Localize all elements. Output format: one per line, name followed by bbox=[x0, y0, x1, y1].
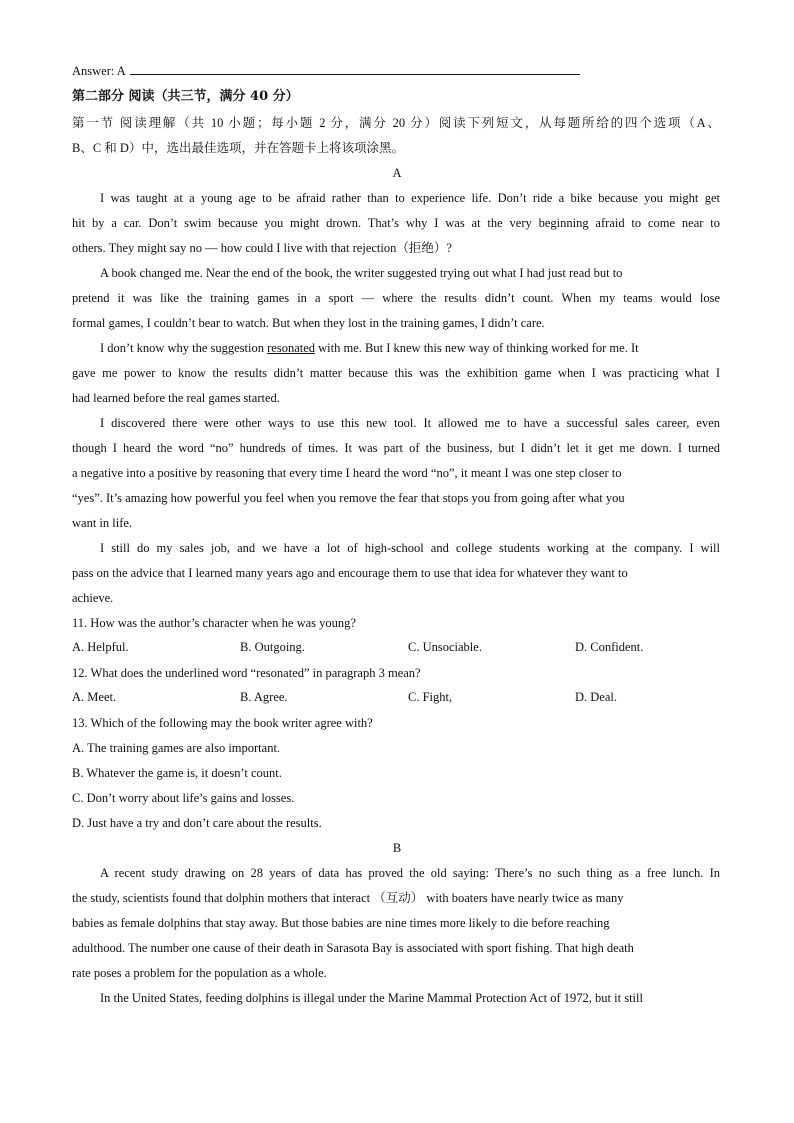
text-segment: with me. But I knew this new way of thinking worked for me. It bbox=[315, 341, 639, 355]
answer-label: Answer: A bbox=[72, 64, 126, 78]
question-11: 11. How was the author’s character when he was young? bbox=[72, 616, 356, 630]
passage-a-line: had learned before the real games started. bbox=[72, 391, 280, 405]
passage-a-line: hit by a car. Don’t swim because you might drown. That’s why I was at the very beginning afraid to come near to bbox=[72, 216, 720, 230]
passage-a-line: want in life. bbox=[72, 516, 133, 530]
passage-a-line: “yes”. It’s amazing how powerful you feel when you remove the fear that stops you from going after what you bbox=[72, 491, 625, 505]
instruction-line-1: 第一节 阅读理解（共 10 小题；每小题 2 分，满分 20 分）阅读下列短文，从每题所给的四个选项（A、 bbox=[72, 116, 720, 130]
q12-option-b: B. Agree. bbox=[240, 690, 288, 704]
q12-option-c: C. Fight, bbox=[408, 690, 453, 704]
passage-b-line: adulthood. The number one cause of their death in Sarasota Bay is associated with sport fishing. That high death bbox=[72, 941, 634, 955]
text-segment: I don’t know why the suggestion bbox=[100, 341, 264, 355]
question-12: 12. What does the underlined word “resonated” in paragraph 3 mean? bbox=[72, 666, 421, 680]
passage-a-line bbox=[100, 340, 720, 356]
passage-a-label: A bbox=[392, 166, 402, 180]
passage-a-line: formal games, I couldn’t bear to watch. But when they lost in the training games, I didn’t care. bbox=[72, 316, 545, 330]
passage-a-line: though I heard the word “no” hundreds of times. It was part of the business, but I didn’t let it get me down. I turned bbox=[72, 441, 720, 455]
passage-a-line: I discovered there were other ways to use this new tool. It allowed me to have a successful sales career, even bbox=[100, 416, 720, 430]
question-13: 13. Which of the following may the book writer agree with? bbox=[72, 716, 373, 730]
passage-a-line: a negative into a positive by reasoning that every time I heard the word “no”, it meant I was one step closer to bbox=[72, 466, 622, 480]
passage-a-line: A book changed me. Near the end of the book, the writer suggested trying out what I had just read but to bbox=[100, 266, 623, 280]
q13-option-a: A. The training games are also important. bbox=[72, 741, 281, 755]
passage-b-line: the study, scientists found that dolphin mothers that interact （互动） with boaters have nearly twice as many bbox=[72, 891, 624, 905]
q11-option-c: C. Unsociable. bbox=[408, 640, 482, 654]
q12-option-d: D. Deal. bbox=[575, 690, 617, 704]
q13-option-c: C. Don’t worry about life’s gains and losses. bbox=[72, 791, 295, 805]
passage-b-line: A recent study drawing on 28 years of data has proved the old saying: There’s no such thing as a free lunch. In bbox=[100, 866, 720, 880]
passage-b-label: B bbox=[392, 841, 402, 855]
passage-b-line: babies as female dolphins that stay away. But those babies are nine times more likely to die before reaching bbox=[72, 916, 610, 930]
passage-a-line: pretend it was like the training games in a sport — where the results didn’t count. When my teams would lose bbox=[72, 291, 720, 305]
passage-a-line: others. They might say no — how could I live with that rejection（拒绝）? bbox=[72, 241, 452, 255]
answer-line bbox=[72, 64, 580, 79]
passage-b-line: In the United States, feeding dolphins is illegal under the Marine Mammal Protection Act of 1972, but it still bbox=[100, 991, 643, 1005]
passage-a-line: gave me power to know the results didn’t matter because this was the exhibition game when I was practicing what I bbox=[72, 366, 720, 380]
passage-a-line: I still do my sales job, and we have a lot of high-school and college students working at the company. I will bbox=[100, 541, 720, 555]
q13-option-d: D. Just have a try and don’t care about the results. bbox=[72, 816, 322, 830]
q13-option-b: B. Whatever the game is, it doesn’t count. bbox=[72, 766, 282, 780]
passage-a-line: I was taught at a young age to be afraid rather than to experience life. Don’t ride a bike because you might get bbox=[100, 191, 720, 205]
q11-option-d: D. Confident. bbox=[575, 640, 644, 654]
answer-blank bbox=[130, 64, 580, 75]
instruction-line-2: B、C 和 D）中，选出最佳选项，并在答题卡上将该项涂黑。 bbox=[72, 141, 404, 155]
section-title: 第二部分 阅读（共三节，满分 40 分） bbox=[72, 89, 299, 104]
passage-a-line: pass on the advice that I learned many years ago and encourage them to use that idea for whatever they want to bbox=[72, 566, 628, 580]
passage-a-line: achieve. bbox=[72, 591, 114, 605]
passage-b-line: rate poses a problem for the population as a whole. bbox=[72, 966, 327, 980]
q12-option-a: A. Meet. bbox=[72, 690, 117, 704]
q11-option-b: B. Outgoing. bbox=[240, 640, 305, 654]
underlined-word: resonated bbox=[267, 341, 316, 355]
q11-option-a: A. Helpful. bbox=[72, 640, 129, 654]
